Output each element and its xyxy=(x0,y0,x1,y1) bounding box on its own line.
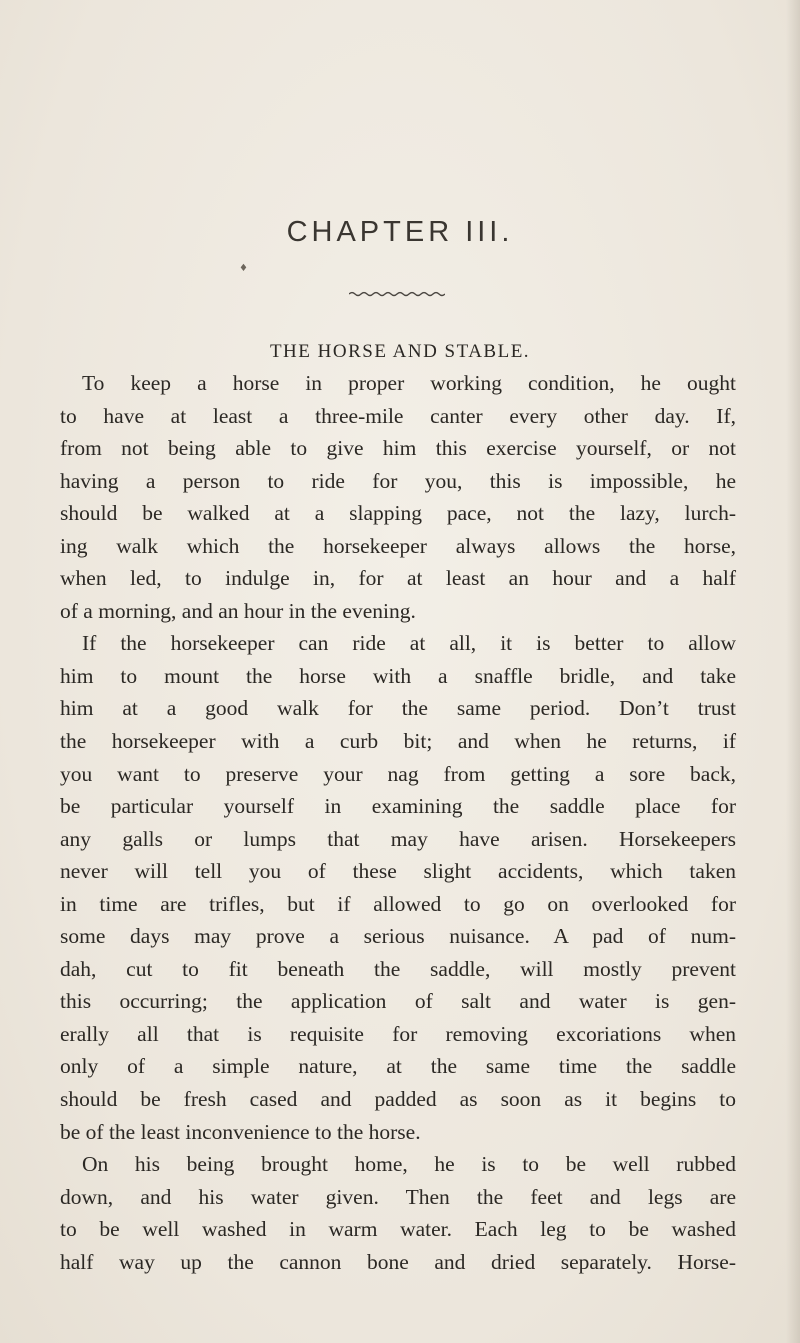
text-line: him to mount the horse with a snaffle bridle, and take xyxy=(60,663,736,688)
text-line: dah, cut to fit beneath the saddle, will mostly prevent xyxy=(60,956,736,981)
text-line: If the horsekeeper can ride at all, it is better to allow xyxy=(82,631,736,656)
text-line: to be well washed in warm water. Each leg to be washed xyxy=(60,1217,736,1242)
chapter-heading: CHAPTER III. xyxy=(286,216,514,248)
text-line: be of the least inconvenience to the horse. xyxy=(60,1119,421,1144)
page-edge-shadow xyxy=(786,0,800,1343)
text-line: To keep a horse in proper working condition, he ought xyxy=(82,371,736,395)
text-line: ing walk which the horsekeeper always allows the horse, xyxy=(60,533,736,558)
body-text xyxy=(60,367,736,1278)
text-line: of a morning, and an hour in the evening. xyxy=(60,598,416,623)
text-line: when led, to indulge in, for at least an hour and a half xyxy=(60,566,736,591)
text-line: down, and his water given. Then the feet and legs are xyxy=(60,1184,736,1209)
print-speck-icon: ♦ xyxy=(239,263,248,274)
text-line: half way up the cannon bone and dried separately. Horse- xyxy=(60,1249,736,1274)
text-line: having a person to ride for you, this is impossible, he xyxy=(60,468,736,493)
text-line: you want to preserve your nag from getting a sore back, xyxy=(60,761,736,786)
text-line: should be walked at a slapping pace, not the lazy, lurch- xyxy=(60,501,736,526)
text-line: this occurring; the application of salt and water is gen- xyxy=(60,989,736,1014)
text-line: never will tell you of these slight accidents, which taken xyxy=(60,859,736,884)
wavy-rule-ornament xyxy=(349,290,445,298)
text-line: any galls or lumps that may have arisen. Horsekeepers xyxy=(60,826,736,851)
text-line: some days may prove a serious nuisance. A pad of num- xyxy=(60,924,736,949)
text-line: the horsekeeper with a curb bit; and when he returns, if xyxy=(60,729,736,754)
text-line: from not being able to give him this exercise yourself, or not xyxy=(60,436,736,461)
text-line: to have at least a three-mile canter every other day. If, xyxy=(60,403,736,428)
text-line: On his being brought home, he is to be well rubbed xyxy=(82,1152,736,1177)
text-line: only of a simple nature, at the same time the saddle xyxy=(60,1054,736,1079)
text-line: him at a good walk for the same period. Don’t trust xyxy=(60,696,736,721)
text-line: should be fresh cased and padded as soon as it begins to xyxy=(60,1087,736,1112)
section-title: THE HORSE AND STABLE. xyxy=(269,341,531,362)
text-line: be particular yourself in examining the saddle place for xyxy=(60,794,736,819)
text-line: erally all that is requisite for removing excoriations when xyxy=(60,1021,736,1046)
text-line: in time are trifles, but if allowed to go on overlooked for xyxy=(60,891,736,916)
